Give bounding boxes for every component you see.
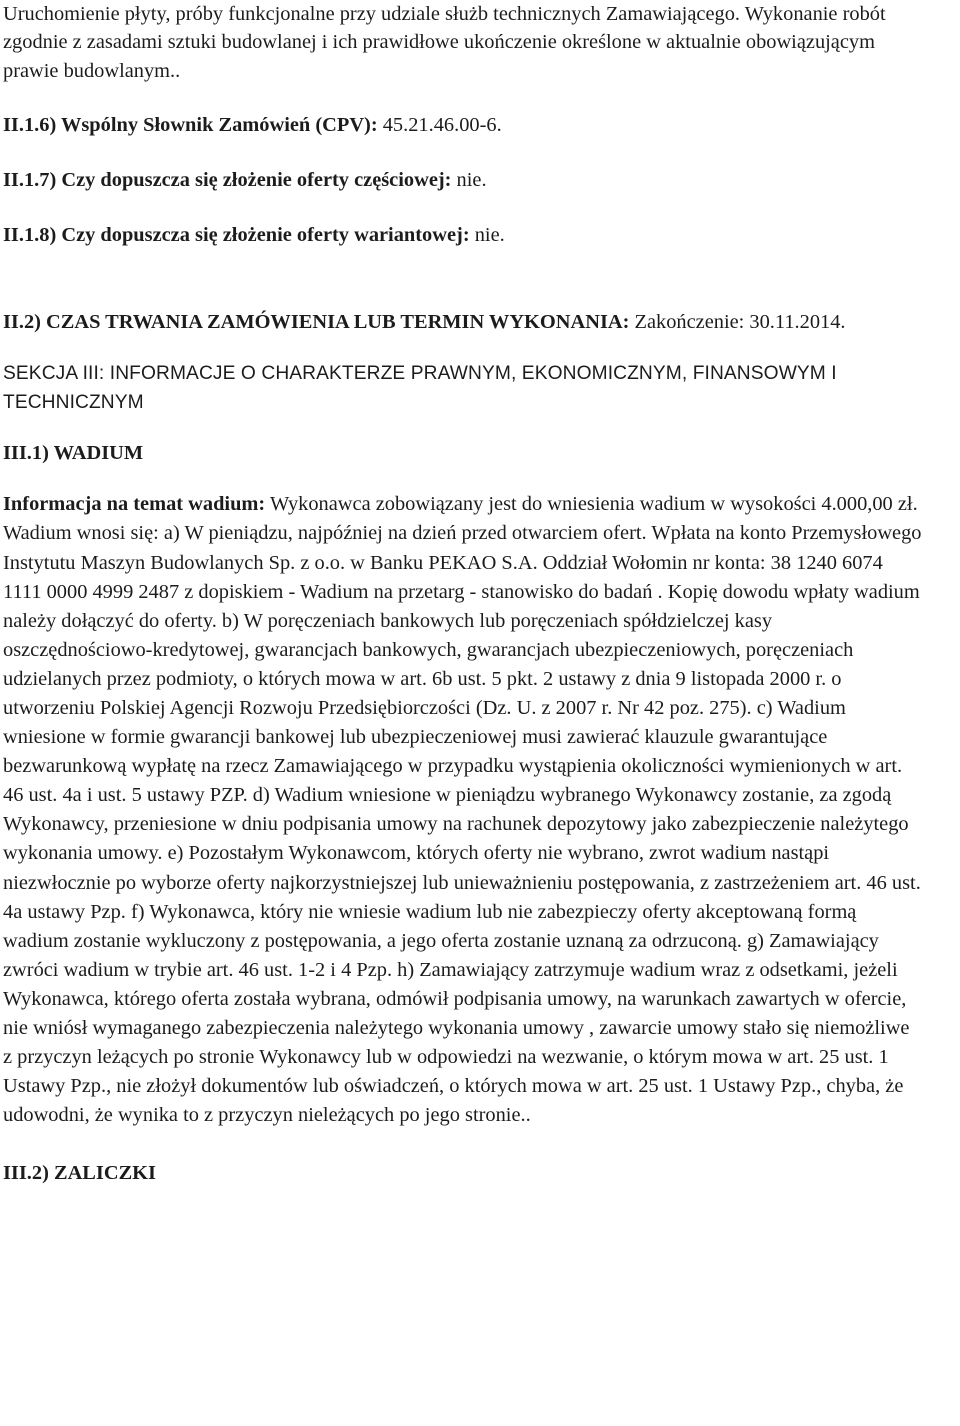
variant-offer-line	[3, 221, 923, 250]
document-page	[3, 0, 923, 1189]
wadium-text: Wykonawca zobowiązany jest do wniesienia wadium w wysokości 4.000,00 zł. Wadium wnosi się: a) W pieniądzu, najpóźniej na dzień przed otwarciem ofert. Wpłata na konto Przemysłowego Instytutu Maszyn Budowlanych Sp. z o.o. w Banku PEKAO S.A. Oddział Wołomin nr konta: 38 1240 6074 1111 0000 4999 2487 z dopiskiem - Wadium na przetarg - stanowisko do badań . Kopię dowodu wpłaty wadium należy dołączyć do oferty. b) W poręczeniach bankowych lub poręczeniach spółdzielczej kasy oszczędnościowo-kredytowej, gwarancjach bankowych, gwarancjach ubezpieczeniowych, poręczeniach udzielanych przez podmioty, o których mowa w art. 6b ust. 5 pkt. 2 ustawy z dnia 9 listopada 2000 r. o utworzeniu Polskiej Agencji Rozwoju Przedsiębiorczości (Dz. U. z 2007 r. Nr 42 poz. 275). c) Wadium wniesione w formie gwarancji bankowej lub ubezpieczeniowej musi zawierać klauzule gwarantujące bezwarunkową wypłatę na rzecz Zamawiającego w przypadku wystąpienia okoliczności wymienionych w art. 46 ust. 4a i ust. 5 ustawy PZP. d) Wadium wniesione w pieniądzu wybranego Wykonawcy zostanie, za zgodą Wykonawcy, przeniesione w dniu podpisania umowy na rachunek depozytowy jako zabezpieczenie należytego wykonania umowy. e) Pozostałym Wykonawcom, których oferty nie wybrano, zwrot wadium nastąpi niezwłocznie po wyborze oferty najkorzystniejszej lub unieważnieniu postępowania, z zastrzeżeniem art. 46 ust. 4a ustawy Pzp. f) Wykonawca, który nie wniesie wadium lub nie zabezpieczy oferty akceptowaną formą wadium zostanie wykluczony z postępowania, a jego oferta zostanie uznaną za odrzuconą. g) Zamawiający zwróci wadium w trybie art. 46 ust. 1-2 i 4 Pzp. h) Zamawiający zatrzymuje wadium wraz z odsetkami, jeżeli Wykonawca, którego oferta została wybrana, odmówił podpisania umowy, na warunkach zawartych w ofercie, nie wniósł wymaganego zabezpieczenia należytego wykonania umowy , zawarcie umowy stało się niemożliwe z przyczyn leżących po stronie Wykonawcy lub w odpowiedzi na wezwanie, o którym mowa w art. 25 ust. 1 Ustawy Pzp., nie złożył dokumentów lub oświadczeń, o których mowa w art. 25 ust. 1 Ustawy Pzp., chyba, że udowodni, że wynika to z przyczyn nieleżących po jego stronie..	[3, 493, 922, 1127]
intro-paragraph: Uruchomienie płyty, próby funkcjonalne przy udziale służb technicznych Zamawiającego. Wykonanie robót zgodnie z zasadami sztuki budowlanej i ich prawidłowe ukończenie określone w aktualnie obowiązującym prawie budowlanym..	[3, 3, 886, 82]
duration-value: Zakończenie: 30.11.2014.	[629, 311, 846, 334]
cpv-value: 45.21.46.00-6.	[377, 113, 502, 136]
partial-offer-value: nie.	[451, 168, 487, 191]
cpv-label: II.1.6) Wspólny Słownik Zamówień (CPV):	[3, 113, 378, 136]
zaliczki-heading: III.2) ZALICZKI	[3, 1162, 156, 1185]
duration-line	[3, 308, 923, 337]
section3-heading: SEKCJA III: INFORMACJE O CHARAKTERZE PRAWNYM, EKONOMICZNYM, FINANSOWYM I TECHNICZNYM	[3, 363, 837, 414]
duration-label: II.2) CZAS TRWANIA ZAMÓWIENIA LUB TERMIN WYKONANIA:	[3, 311, 630, 334]
partial-offer-line	[3, 166, 923, 195]
partial-offer-label: II.1.7) Czy dopuszcza się złożenie oferty częściowej:	[3, 168, 452, 191]
wadium-label: Informacja na temat wadium:	[3, 493, 266, 516]
wadium-heading: III.1) WADIUM	[3, 442, 144, 465]
cpv-line	[3, 111, 923, 140]
variant-offer-label: II.1.8) Czy dopuszcza się złożenie oferty wariantowej:	[3, 224, 470, 247]
variant-offer-value: nie.	[469, 224, 505, 247]
wadium-paragraph	[3, 490, 923, 1130]
